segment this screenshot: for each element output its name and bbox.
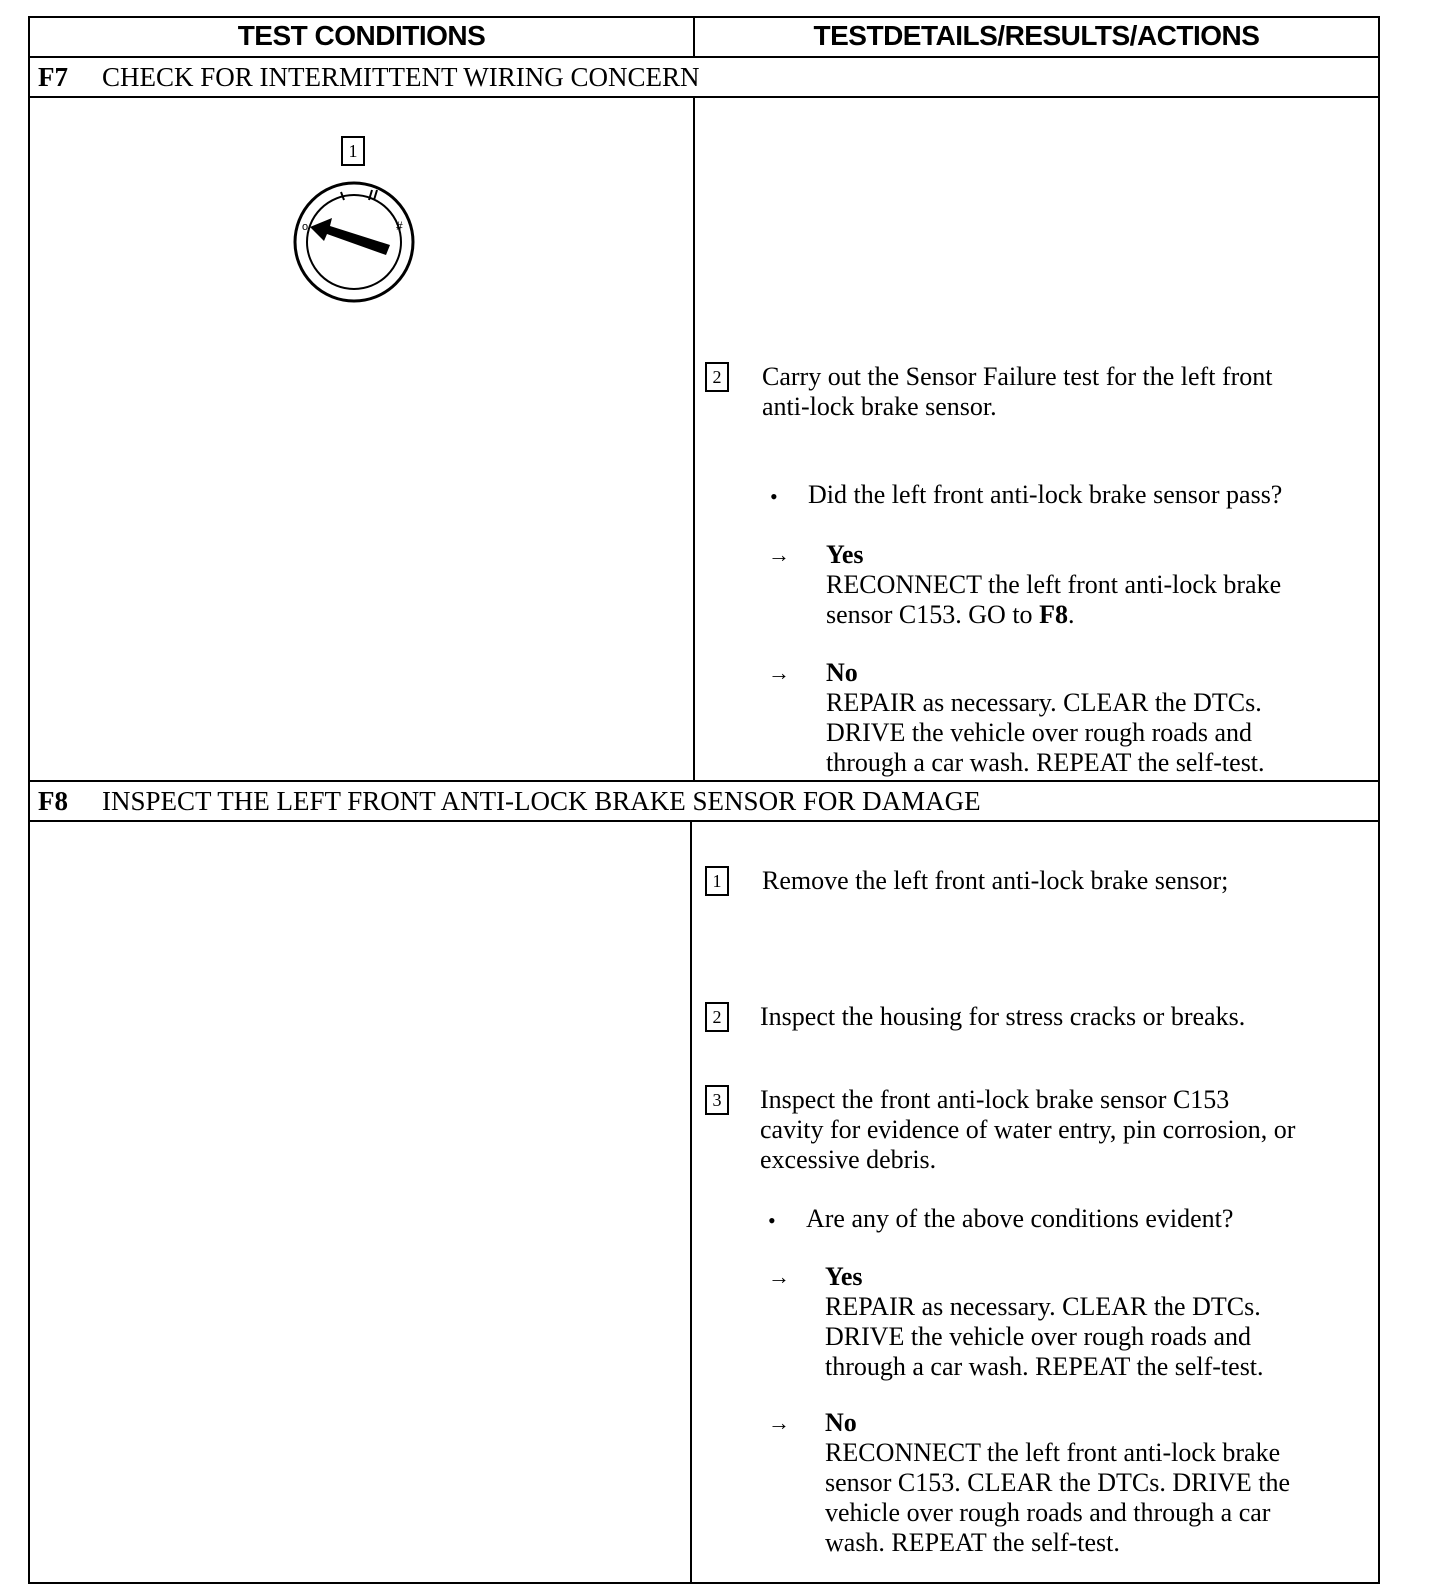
f7-no-arrow: →: [768, 660, 790, 685]
f8-yes-block: [825, 1262, 1264, 1382]
f7-yes-line-1: RECONNECT the left front anti-lock brake: [826, 570, 1282, 599]
f7-yes-line-2-text: sensor C153. GO to: [826, 600, 1040, 629]
column-divider-f7: [693, 98, 695, 781]
f8-step-3-line-1: Inspect the front anti-lock brake sensor C153: [760, 1085, 1230, 1114]
column-divider-f8: [690, 822, 692, 1584]
f7-yes-goto-ref: F8: [1039, 600, 1068, 629]
f8-step-1-text: Remove the left front anti-lock brake sensor;: [762, 866, 1229, 895]
f8-yes-label: Yes: [825, 1262, 863, 1291]
f8-step-2-text: Inspect the housing for stress cracks or breaks.: [760, 1002, 1246, 1031]
header-test-details: TESTDETAILS/RESULTS/ACTIONS: [813, 20, 1260, 51]
svg-text:#: #: [396, 219, 403, 233]
f8-question: Are any of the above conditions evident?: [806, 1204, 1234, 1233]
f8-title-rule: [28, 820, 1380, 822]
f8-title: INSPECT THE LEFT FRONT ANTI-LOCK BRAKE SENSOR FOR DAMAGE: [102, 785, 981, 816]
f7-title-rule: [28, 96, 1380, 98]
f7-step-2-line-1: Carry out the Sensor Failure test for the left front: [762, 362, 1273, 391]
f8-no-arrow: →: [768, 1410, 790, 1435]
f7-no-line-3: through a car wash. REPEAT the self-test.: [826, 748, 1265, 777]
f7-yes-label: Yes: [826, 540, 864, 569]
f8-no-line-3: vehicle over rough roads and through a car: [825, 1498, 1271, 1527]
f7-step-2-text: [762, 362, 1272, 422]
f7-question: Did the left front anti-lock brake sensor pass?: [808, 480, 1283, 509]
f7-step-2-number: 2: [705, 362, 729, 392]
f7-yes-arrow: →: [768, 542, 790, 567]
f7-section-title: [38, 58, 700, 96]
f8-question-bullet: •: [768, 1208, 776, 1233]
f7-no-block: [826, 658, 1265, 778]
f8-step-3-line-2: cavity for evidence of water entry, pin corrosion, or: [760, 1115, 1296, 1144]
f8-yes-line-2: DRIVE the vehicle over rough roads and: [825, 1322, 1251, 1351]
f7-yes-line-2: [826, 600, 1281, 630]
f8-step-2-number: 2: [705, 1002, 729, 1032]
f8-step-3-text: [760, 1085, 1295, 1175]
header-test-conditions: TEST CONDITIONS: [237, 20, 486, 51]
f8-no-line-2: sensor C153. CLEAR the DTCs. DRIVE the: [825, 1468, 1291, 1497]
f8-no-label: No: [825, 1408, 857, 1437]
f7-left-step-number: 1: [341, 136, 365, 166]
f7-title: CHECK FOR INTERMITTENT WIRING CONCERN: [102, 61, 700, 92]
f7-no-line-1: REPAIR as necessary. CLEAR the DTCs.: [826, 688, 1262, 717]
f8-no-block: [825, 1408, 1290, 1558]
f8-yes-line-3: through a car wash. REPEAT the self-test.: [825, 1352, 1264, 1381]
f7-yes-block: [826, 540, 1281, 630]
svg-text:o: o: [302, 221, 309, 233]
f8-yes-line-1: REPAIR as necessary. CLEAR the DTCs.: [825, 1292, 1261, 1321]
f8-step-3-number: 3: [705, 1085, 729, 1115]
f7-no-line-2: DRIVE the vehicle over rough roads and: [826, 718, 1252, 747]
f7-question-bullet: •: [770, 484, 778, 509]
f8-step-1-number: 1: [705, 866, 729, 896]
f8-code: F8: [38, 785, 68, 816]
f8-no-line-4: wash. REPEAT the self-test.: [825, 1528, 1120, 1557]
f8-section-title: [38, 782, 981, 820]
f8-no-line-1: RECONNECT the left front anti-lock brake: [825, 1438, 1281, 1467]
f7-no-label: No: [826, 658, 858, 687]
f7-code: F7: [38, 61, 68, 92]
f8-yes-arrow: →: [768, 1264, 790, 1289]
ignition-switch-off-icon: [290, 180, 418, 304]
f7-yes-line-2-end: .: [1067, 600, 1075, 629]
f7-step-2-line-2: anti-lock brake sensor.: [762, 392, 997, 421]
f8-step-3-line-3: excessive debris.: [760, 1145, 937, 1174]
